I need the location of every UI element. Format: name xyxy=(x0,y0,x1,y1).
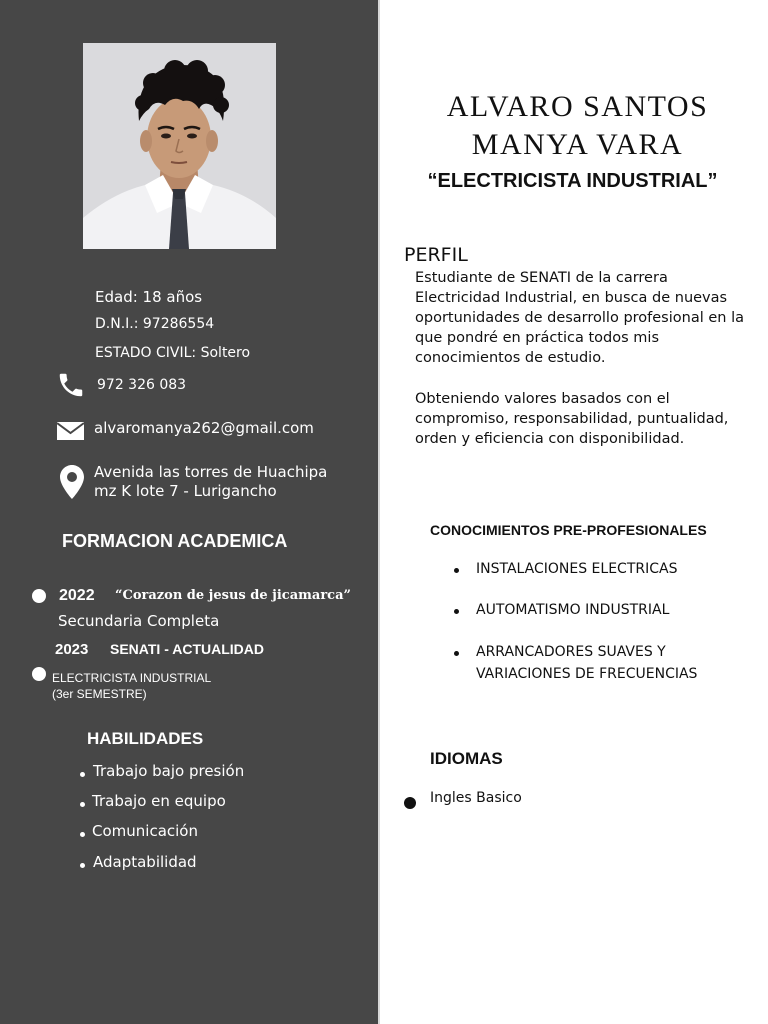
phone-icon xyxy=(56,370,88,400)
education-bullet xyxy=(32,667,46,681)
civil-status: ESTADO CIVIL: Soltero xyxy=(95,345,251,361)
knowledge-bullet xyxy=(454,568,459,573)
address-line-1: Avenida las torres de Huachipa xyxy=(94,463,328,481)
skill-item: Trabajo bajo presión xyxy=(93,762,245,780)
skill-item: Comunicación xyxy=(92,822,198,840)
profile-paragraph-2: Obteniendo valores basados con el compromiso, responsabilidad, puntualidad, orden y eficiencia con disponibilidad. xyxy=(415,391,729,447)
knowledge-bullet xyxy=(454,609,459,614)
education-heading: FORMACION ACADEMICA xyxy=(62,531,288,551)
language-item: Ingles Basico xyxy=(430,790,522,806)
email-icon xyxy=(57,420,85,442)
dni: D.N.I.: 97286554 xyxy=(95,316,215,332)
education-school-1: “Corazon de jesus de jicamarca” xyxy=(115,588,351,603)
knowledge-item-continuation: VARIACIONES DE FRECUENCIAS xyxy=(476,666,698,682)
location-icon xyxy=(60,465,84,499)
profile-heading: PERFIL xyxy=(404,244,468,266)
profile-paragraph-1: Estudiante de SENATI de la carrera Electricidad Industrial, en busca de nuevas oportunidades de desarrollo profesional en la que pondré en práctica todos mis conocimientos de estudio. xyxy=(415,270,744,366)
full-name xyxy=(400,88,755,164)
education-year-2: 2023 xyxy=(55,641,89,658)
page-divider xyxy=(378,0,380,1024)
name-line-1: ALVARO SANTOS xyxy=(446,90,709,123)
skill-item: Adaptabilidad xyxy=(93,853,197,871)
skill-bullet xyxy=(80,772,85,777)
skill-bullet xyxy=(80,832,85,837)
languages-heading: IDIOMAS xyxy=(430,749,503,768)
knowledge-heading: CONOCIMIENTOS PRE-PROFESIONALES xyxy=(430,522,707,538)
name-line-2: MANYA VARA xyxy=(471,128,684,161)
job-title: “ELECTRICISTA INDUSTRIAL” xyxy=(427,170,718,192)
address-line-2: mz K lote 7 - Lurigancho xyxy=(94,482,277,500)
education-bullet xyxy=(32,589,46,603)
profile-photo xyxy=(83,43,276,249)
knowledge-item: ARRANCADORES SUAVES Y xyxy=(476,644,666,660)
language-bullet xyxy=(404,797,416,809)
education-detail-1: Secundaria Completa xyxy=(58,612,220,630)
phone-number[interactable]: 972 326 083 xyxy=(97,377,187,393)
knowledge-bullet xyxy=(454,651,459,656)
knowledge-item: AUTOMATISMO INDUSTRIAL xyxy=(476,602,670,618)
knowledge-item: INSTALACIONES ELECTRICAS xyxy=(476,561,678,577)
skills-heading: HABILIDADES xyxy=(87,729,204,748)
education-year-1: 2022 xyxy=(59,587,95,604)
education-detail-2b: (3er SEMESTRE) xyxy=(52,687,147,701)
skill-bullet xyxy=(80,863,85,868)
email-address[interactable]: alvaromanya262@gmail.com xyxy=(94,419,314,437)
age: Edad: 18 años xyxy=(95,288,203,306)
education-detail-2a: ELECTRICISTA INDUSTRIAL xyxy=(52,671,212,685)
skill-bullet xyxy=(80,802,85,807)
skill-item: Trabajo en equipo xyxy=(92,792,226,810)
profile-text xyxy=(415,268,755,470)
education-school-2: SENATI - ACTUALIDAD xyxy=(110,641,264,657)
